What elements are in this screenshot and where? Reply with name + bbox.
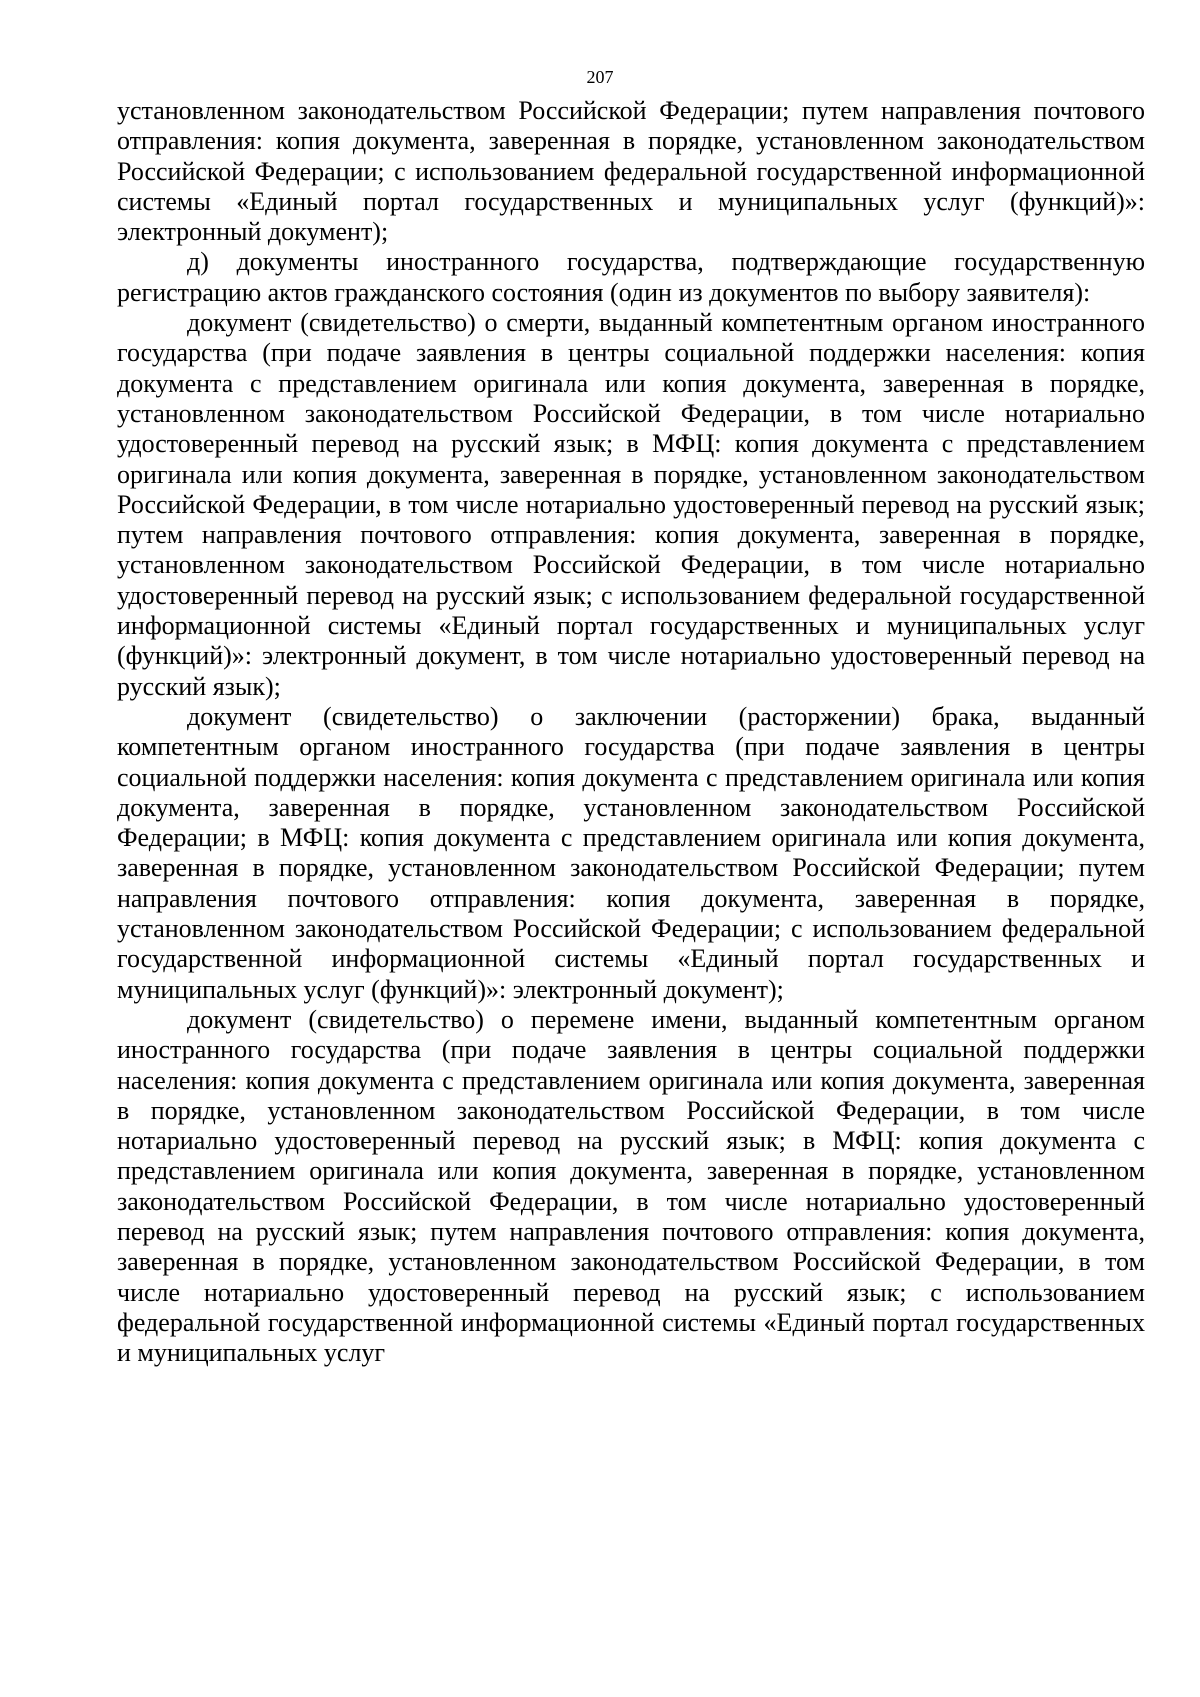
paragraph-item-d: д) документы иностранного государства, подтверждающие государственную регистрацию актов гражданского состояния (один из документов по выбору заявителя): xyxy=(117,247,1145,307)
paragraph-continuation: установленном законодательством Российской Федерации; путем направления почтового отправления: копия документа, заверенная в порядке, установленном законодательством Российской Федерации; с использованием федеральной государственной информационной системы «Единый портал государственных и муниципальных услуг (функций)»: электронный документ); xyxy=(117,96,1145,247)
page-number: 207 xyxy=(586,67,614,87)
paragraph-marriage-certificate: документ (свидетельство) о заключении (расторжении) брака, выданный компетентным органом иностранного государства (при подаче заявления в центры социальной поддержки населения: копия документа с представлением оригинала или копия документа, заверенная в порядке, установленном законодательством Российской Федерации; в МФЦ: копия документа с представлением оригинала или копия документа, заверенная в порядке, установленном законодательством Российской Федерации; путем направления почтового отправления: копия документа, заверенная в порядке, установленном законодательством Российской Федерации; с использованием федеральной государственной информационной системы «Единый портал государственных и муниципальных услуг (функций)»: электронный документ); xyxy=(117,701,1145,1004)
paragraph-death-certificate: документ (свидетельство) о смерти, выданный компетентным органом иностранного государства (при подаче заявления в центры социальной поддержки населения: копия документа с представлением оригинала или копия документа, заверенная в порядке, установленном законодательством Российской Федерации, в том числе нотариально удостоверенный перевод на русский язык; в МФЦ: копия документа с представлением оригинала или копия документа, заверенная в порядке, установленном законодательством Российской Федерации, в том числе нотариально удостоверенный перевод на русский язык; путем направления почтового отправления: копия документа, заверенная в порядке, установленном законодательством Российской Федерации, в том числе нотариально удостоверенный перевод на русский язык; с использованием федеральной государственной информационной системы «Единый портал государственных и муниципальных услуг (функций)»: электронный документ, в том числе нотариально удостоверенный перевод на русский язык); xyxy=(117,308,1145,701)
paragraph-name-change-certificate: документ (свидетельство) о перемене имени, выданный компетентным органом иностранного государства (при подаче заявления в центры социальной поддержки населения: копия документа с представлением оригинала или копия документа, заверенная в порядке, установленном законодательством Российской Федерации, в том числе нотариально удостоверенный перевод на русский язык; в МФЦ: копия документа с представлением оригинала или копия документа, заверенная в порядке, установленном законодательством Российской Федерации, в том числе нотариально удостоверенный перевод на русский язык; путем направления почтового отправления: копия документа, заверенная в порядке, установленном законодательством Российской Федерации, в том числе нотариально удостоверенный перевод на русский язык; с использованием федеральной государственной информационной системы «Единый портал государственных и муниципальных услуг xyxy=(117,1004,1145,1368)
document-body xyxy=(117,96,1145,1368)
